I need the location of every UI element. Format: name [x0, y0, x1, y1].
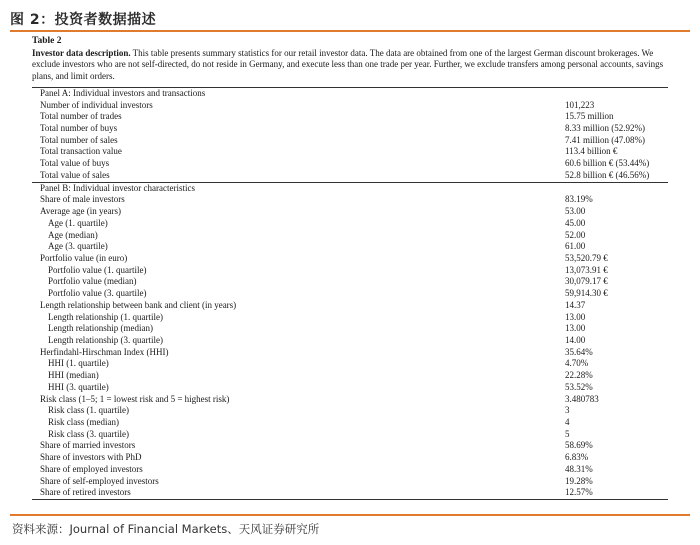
document-body: [32, 33, 668, 500]
table-row: [32, 452, 668, 464]
row-value: 45.00: [565, 217, 586, 228]
row-label: Herfindahl-Hirschman Index (HHI): [40, 346, 169, 357]
table-row: [32, 135, 668, 147]
table-row: [32, 429, 668, 441]
panel-b-header-row: [32, 182, 668, 194]
row-value: 4.70%: [565, 358, 589, 369]
table-row: [32, 405, 668, 417]
panel-a-title-value: [563, 87, 668, 99]
row-value: 59,914.30 €: [565, 288, 608, 299]
table-row: [32, 347, 668, 359]
caption-text: This table presents summary statistics for our retail investor data. The data are obtained from one of the largest German discount brokerages. We exclude investors who are not self-directed, do not reside in Germany, and execute less than one trade per year. Further, we exclude transfers among personal accounts, savings plans, and limit orders.: [32, 48, 664, 81]
table-row: [32, 123, 668, 135]
row-value: 13.00: [565, 311, 586, 322]
table-row: [32, 487, 668, 499]
table-row: [32, 312, 668, 324]
table-row: [32, 370, 668, 382]
panel-b-title: Panel B: Individual investor characteristics: [32, 182, 563, 194]
row-value: 5: [565, 428, 570, 439]
row-label: Total number of sales: [40, 134, 118, 145]
panel-a-header-row: [32, 87, 668, 99]
caption-bold: Investor data description.: [32, 48, 131, 58]
row-value: 4: [565, 417, 570, 428]
row-value: 52.00: [565, 229, 586, 240]
row-label: Share of male investors: [40, 194, 125, 205]
row-label: Portfolio value (median): [48, 276, 137, 287]
row-label: Share of retired investors: [32, 487, 563, 499]
row-label: Risk class (3. quartile): [48, 428, 129, 439]
row-label: Total value of buys: [40, 158, 110, 169]
row-label: Length relationship (1. quartile): [48, 311, 163, 322]
row-label: Average age (in years): [40, 206, 122, 217]
table-row: [32, 158, 668, 170]
row-label: Age (median): [48, 229, 98, 240]
row-value: 14.37: [565, 299, 586, 310]
table-row: [32, 300, 668, 312]
row-label: Portfolio value (3. quartile): [48, 288, 147, 299]
table-row: [32, 206, 668, 218]
row-value: 3: [565, 405, 570, 416]
row-value: 19.28%: [565, 475, 593, 486]
row-value: 35.64%: [565, 346, 593, 357]
table-row: [32, 111, 668, 123]
figure-title: 图 2：投资者数据描述: [10, 12, 157, 28]
table-row: [32, 253, 668, 265]
row-value: 52.8 billion € (46.56%): [565, 169, 650, 180]
row-label: Share of married investors: [40, 440, 136, 451]
row-value: 30,079.17 €: [565, 276, 608, 287]
row-label: Age (3. quartile): [48, 241, 108, 252]
table-row: [32, 288, 668, 300]
table-row: [32, 100, 668, 112]
source-note: 资料来源：Journal of Financial Markets、天风证券研究所: [12, 522, 320, 536]
table-row: [32, 194, 668, 206]
table-label: Table 2: [32, 36, 62, 46]
table-row: [32, 440, 668, 452]
table-row: [32, 265, 668, 277]
panel-a-title: Panel A: Individual investors and transactions: [32, 87, 563, 99]
table-row: [32, 464, 668, 476]
row-label: Age (1. quartile): [48, 217, 108, 228]
row-value: 53.52%: [565, 381, 593, 392]
panel-b-body: [32, 182, 668, 499]
statistics-table: [32, 87, 668, 500]
row-label: Risk class (1. quartile): [48, 405, 129, 416]
row-label: HHI (median): [48, 370, 99, 381]
row-label: Total number of trades: [40, 111, 122, 122]
row-value: 83.19%: [565, 194, 593, 205]
row-value: 58.69%: [565, 440, 593, 451]
table-row: [32, 358, 668, 370]
table-row: [32, 476, 668, 488]
row-label: Share of self-employed investors: [40, 475, 159, 486]
row-value: 101,223: [565, 99, 595, 110]
table-caption: [32, 48, 668, 82]
row-label: Risk class (median): [48, 417, 119, 428]
row-label: Total transaction value: [40, 146, 122, 157]
row-value: 15.75 million: [565, 111, 614, 122]
table-row: [32, 146, 668, 158]
table-row: [32, 394, 668, 406]
row-label: Length relationship (3. quartile): [48, 334, 163, 345]
row-label: Number of individual investors: [40, 99, 153, 110]
table-row: [32, 230, 668, 242]
row-label: Length relationship between bank and client (in years): [40, 299, 237, 310]
row-label: HHI (3. quartile): [48, 381, 109, 392]
row-value: 22.28%: [565, 370, 593, 381]
row-value: 8.33 million (52.92%): [565, 123, 645, 134]
row-value: 53.00: [565, 206, 586, 217]
row-value: 61.00: [565, 241, 586, 252]
row-label: Total number of buys: [40, 123, 118, 134]
row-label: Portfolio value (1. quartile): [48, 264, 147, 275]
row-label: Risk class (1–5; 1 = lowest risk and 5 = highest risk): [40, 393, 230, 404]
row-label: Total value of sales: [40, 169, 110, 180]
row-value: 13,073.91 €: [565, 264, 608, 275]
table-row: [32, 170, 668, 182]
bottom-divider: [10, 514, 690, 516]
table-row: [32, 382, 668, 394]
row-label: Share of investors with PhD: [40, 452, 142, 463]
table-row: [32, 323, 668, 335]
row-label: Length relationship (median): [48, 323, 153, 334]
row-label: Portfolio value (in euro): [40, 252, 128, 263]
panel-a-body: [32, 87, 668, 182]
table-row: [32, 218, 668, 230]
table-row: [32, 335, 668, 347]
row-value: 60.6 billion € (53.44%): [565, 158, 650, 169]
row-value: 53,520.79 €: [565, 252, 608, 263]
row-value: 3.480783: [565, 393, 599, 404]
row-value: 12.57%: [563, 487, 668, 499]
table-row: [32, 241, 668, 253]
row-label: HHI (1. quartile): [48, 358, 109, 369]
top-divider: [10, 30, 690, 32]
row-label: Share of employed investors: [40, 463, 143, 474]
table-row: [32, 417, 668, 429]
row-value: 113.4 billion €: [565, 146, 618, 157]
row-value: 7.41 million (47.08%): [565, 134, 645, 145]
row-value: 14.00: [565, 334, 586, 345]
row-value: 48.31%: [565, 463, 593, 474]
panel-b-title-value: [563, 182, 668, 194]
row-value: 13.00: [565, 323, 586, 334]
row-value: 6.83%: [565, 452, 589, 463]
table-row: [32, 276, 668, 288]
